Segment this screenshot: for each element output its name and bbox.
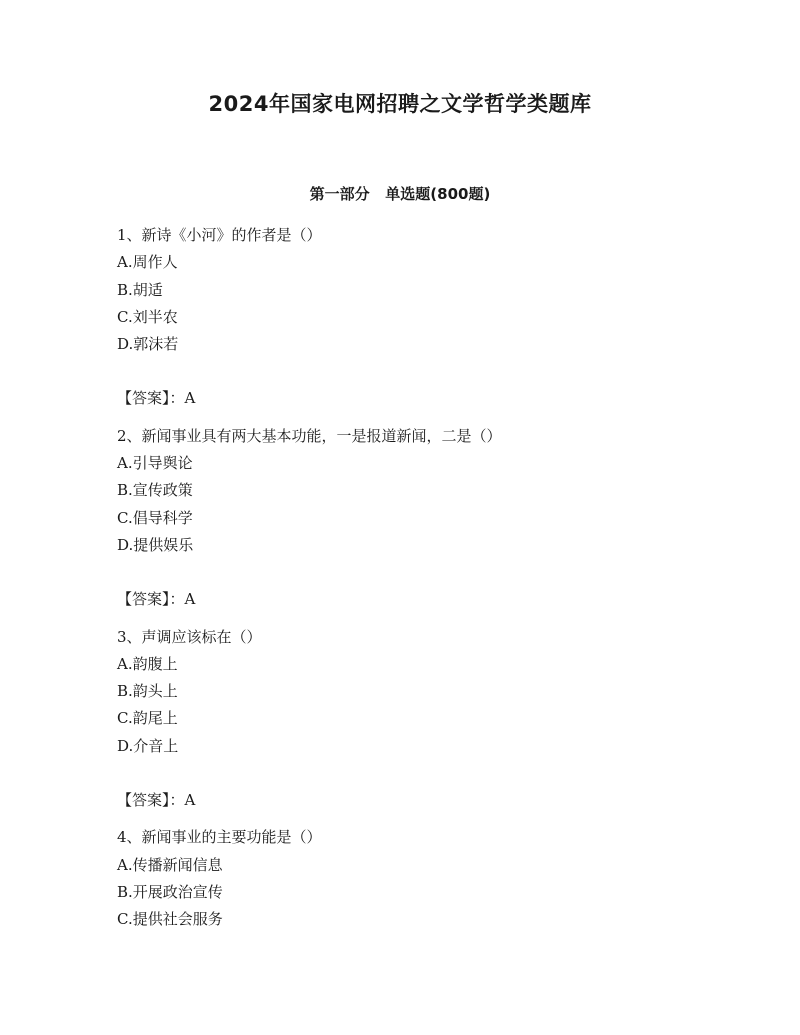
question-option: C.倡导科学: [117, 508, 193, 527]
question-item: [117, 423, 717, 614]
question-option: D.介音上: [117, 736, 179, 755]
question-option: B.开展政治宣传: [117, 882, 223, 901]
question-option: B.胡适: [117, 280, 163, 299]
question-stem: 3、声调应该标在（）: [117, 627, 262, 646]
question-option: A.周作人: [117, 253, 178, 272]
question-option: D.提供娱乐: [117, 535, 194, 554]
answer-line: 【答案】：A: [117, 791, 196, 810]
question-option: B.韵头上: [117, 682, 178, 701]
question-list: [117, 222, 717, 934]
question-option: B.宣传政策: [117, 481, 193, 500]
question-option: C.刘半农: [117, 307, 178, 326]
question-option: C.提供社会服务: [117, 910, 223, 929]
question-option: D.郭沫若: [117, 335, 179, 354]
question-stem: 2、新闻事业具有两大基本功能，一是报道新闻，二是（）: [117, 426, 502, 445]
question-stem: 4、新闻事业的主要功能是（）: [117, 828, 322, 847]
question-item: [117, 222, 717, 413]
section-title: 第一部分 单选题(800题): [309, 185, 491, 203]
document-title: 2024年国家电网招聘之文学哲学类题库: [208, 92, 592, 116]
question-stem: 1、新诗《小河》的作者是（）: [117, 226, 322, 244]
question-item: [117, 824, 717, 933]
question-option: C.韵尾上: [117, 709, 178, 728]
question-option: A.引导舆论: [117, 454, 193, 473]
question-item: [117, 624, 717, 815]
answer-line: 【答案】：A: [117, 590, 196, 609]
answer-line: 【答案】：A: [117, 389, 196, 408]
question-option: A.韵腹上: [117, 654, 178, 673]
question-option: A.传播新闻信息: [117, 855, 223, 874]
